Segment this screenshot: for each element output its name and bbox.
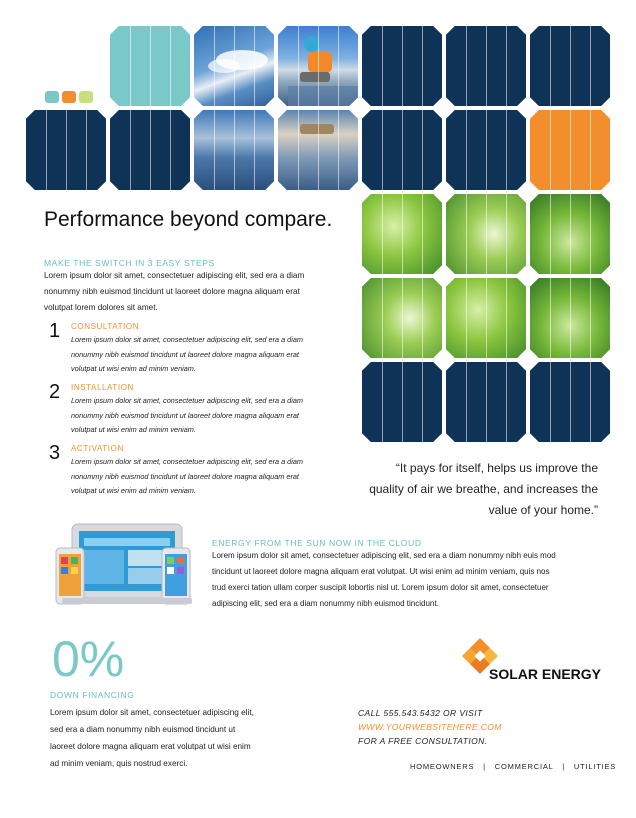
step-description: Lorem ipsum dolor sit amet, consectetuer adipiscing elit, sed era a diam nonummy nibh euismod tincidunt ut laoreet dolore magna aliquam erat volutpat ut wisi enim ad minim veniam. [71,335,303,373]
panel-grid-line [486,110,487,190]
footer-item-utilities[interactable]: UTILITIES [573,762,617,771]
step-description: Lorem ipsum dolor sit amet, consectetuer adipiscing elit, sed era a diam nonummy nibh euismod tincidunt ut laoreet dolore magna aliquam erat volutpat ut wisi enim ad minim veniam. [71,457,303,495]
panel-grid-line [550,26,551,106]
navy-tile [362,110,442,190]
step-title: ACTIVATION [71,444,124,453]
panel-grid-line [550,194,551,274]
panel-grid-line [466,194,467,274]
teal-tile [110,26,190,106]
panel-grid-line [422,110,423,190]
panel-grid-line [254,26,255,106]
solar-installer-photo-tile [278,26,358,106]
green-leaf-photo-tile [446,194,526,274]
footer-item-commercial[interactable]: COMMERCIAL [494,762,554,771]
panel-grid-line [422,362,423,442]
step-title: CONSULTATION [71,322,140,331]
website-link[interactable]: WWW.YOURWEBSITEHERE.COM [358,722,502,732]
panel-grid-line [382,194,383,274]
panel-grid-line [466,110,467,190]
orange-tile [530,110,610,190]
panel-grid-line [254,110,255,190]
navy-tile [362,362,442,442]
panel-grid-line [338,110,339,190]
panel-grid-line [338,26,339,106]
footer-nav [410,762,616,771]
panel-grid-line [550,110,551,190]
panel-grid-line [466,278,467,358]
steps-intro-text: Lorem ipsum dolor sit amet, consectetuer adipiscing elit, sed era a diam nonummy nibh euismod tincidunt ut laoreet dolore magna aliquam erat volutpat lorem dolores sit amet. [44,271,305,312]
panel-grid-line [590,278,591,358]
brand-name: SOLAR ENERGY [489,666,602,682]
panel-grid-line [402,278,403,358]
devices-illustration [50,520,200,612]
navy-tile [530,362,610,442]
navy-tile [530,26,610,106]
panel-grid-line [170,26,171,106]
laptop-base [62,598,192,604]
panel-grid-line [570,278,571,358]
panel-grid-line [506,110,507,190]
panel-grid-line [130,110,131,190]
panel-grid-line [382,110,383,190]
panel-grid-line [486,362,487,442]
panel-grid-line [570,26,571,106]
panel-grid-line [506,278,507,358]
navy-tile [446,110,526,190]
step-description: Lorem ipsum dolor sit amet, consectetuer adipiscing elit, sed era a diam nonummy nibh euismod tincidunt ut laoreet dolore magna aliquam erat volutpat ut wisi enim ad minim veniam. [71,396,303,434]
footer-separator: | [483,762,486,771]
panel-grid-line [150,110,151,190]
cloud-section-text: Lorem ipsum dolor sit amet, consectetuer adipiscing elit, sed era a diam nonummy nibh euis mod tincidunt ut laoreet dolore magna aliquam erat volutpat. Ut wisi enim ad minim veniam, quis nos trud exerci tation ullam corper suscipit lobortis nisl ut. Lorem ipsum dolor sit amet, consectetuer adipiscing elit, sed era a diam nonummy nibh euismod tincidunt. [212,551,556,608]
panel-grid-line [234,26,235,106]
panel-grid-line [234,110,235,190]
financing-label: DOWN FINANCING [50,690,135,700]
testimonial-quote: “It pays for itself, helps us improve the quality of air we breathe, and increases the value of your home.” [369,461,598,517]
navy-tile [446,26,526,106]
panel-grid-line [214,26,215,106]
panel-grid-line [150,26,151,106]
panel-grid-line [422,194,423,274]
panel-grid-line [46,110,47,190]
step-title: INSTALLATION [71,383,134,392]
panel-grid-line [590,110,591,190]
panel-grid-line [466,362,467,442]
green-leaf-photo-tile [362,278,442,358]
panel-grid-line [570,194,571,274]
panel-grid-line [402,26,403,106]
solar-panel-photo-tile [194,110,274,190]
panel-grid-line [550,362,551,442]
panel-grid-line [402,110,403,190]
financing-text: Lorem ipsum dolor sit amet, consectetuer adipiscing elit, sed era a diam nonummy nibh euismod tincidunt ut laoreet dolore magna aliquam erat volutpat ut wisi enim ad minim veniam, quis nostrud exerci. [50,708,254,768]
panel-grid-line [318,110,319,190]
panel-grid-line [382,278,383,358]
sky-solar-photo-tile [194,26,274,106]
green-leaf-photo-tile [530,194,610,274]
panel-grid-line [590,194,591,274]
panel-grid-line [298,26,299,106]
panel-grid-line [506,362,507,442]
teal-swatch [45,91,59,103]
panel-grid-line [402,194,403,274]
solar-panel-roof-photo-tile [278,110,358,190]
green-leaf-photo-tile [362,194,442,274]
cloud-section-label: ENERGY FROM THE SUN NOW IN THE CLOUD [212,538,422,548]
panel-grid-line [130,26,131,106]
panel-grid-line [86,110,87,190]
step-number: 1 [49,320,61,342]
panel-grid-line [170,110,171,190]
panel-grid-line [466,26,467,106]
panel-grid-line [382,26,383,106]
footer-separator: | [562,762,565,771]
navy-tile [446,362,526,442]
footer-item-homeowners[interactable]: HOMEOWNERS [410,762,475,771]
panel-grid-line [318,26,319,106]
orange-swatch [62,91,76,103]
panel-grid-line [382,362,383,442]
step-number: 2 [49,381,61,403]
panel-grid-line [550,278,551,358]
cta-consultation-line: FOR A FREE CONSULTATION. [358,736,488,746]
panel-grid-line [422,26,423,106]
panel-grid-line [66,110,67,190]
panel-grid-line [402,362,403,442]
steps-section-label: MAKE THE SWITCH IN 3 EASY STEPS [44,258,215,268]
panel-grid-line [570,110,571,190]
financing-percentage: 0% [52,631,125,687]
lime-swatch [79,91,93,103]
panel-grid-line [506,26,507,106]
green-leaf-photo-tile [446,278,526,358]
panel-grid-line [298,110,299,190]
panel-grid-line [506,194,507,274]
panel-grid-line [214,110,215,190]
panel-grid-line [590,362,591,442]
panel-grid-line [570,362,571,442]
panel-grid-line [486,194,487,274]
green-leaf-photo-tile [530,278,610,358]
navy-tile [110,110,190,190]
panel-grid-line [486,278,487,358]
step-number: 3 [49,442,61,464]
panel-grid-line [590,26,591,106]
panel-grid-line [422,278,423,358]
navy-tile [362,26,442,106]
cta-call-line: CALL 555.543.5432 OR VISIT [358,708,483,718]
page-headline: Performance beyond compare. [44,208,333,231]
navy-tile [26,110,106,190]
panel-grid-line [486,26,487,106]
